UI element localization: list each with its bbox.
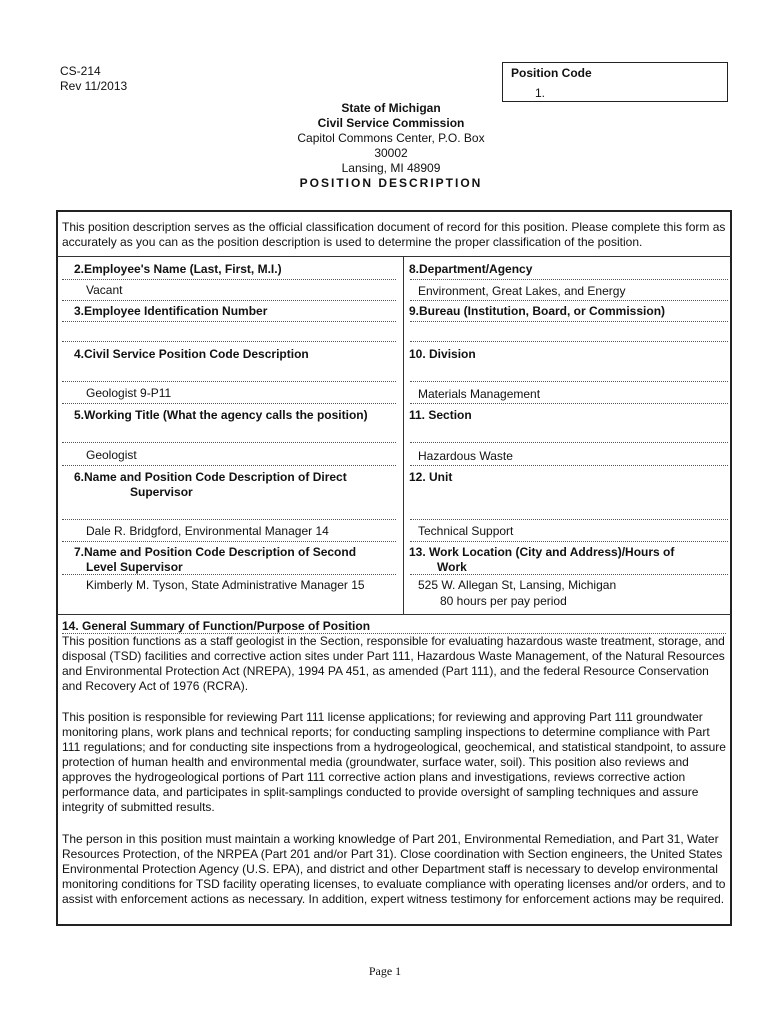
position-code-box [502, 62, 728, 102]
direct-supervisor-value[interactable]: Dale R. Bridgford, Environmental Manager 14 [86, 524, 329, 538]
field-line [62, 541, 396, 542]
direct-supervisor-label-1: 6.Name and Position Code Description of Direct [74, 470, 347, 484]
agency-block [250, 101, 532, 191]
department-value[interactable]: Environment, Great Lakes, and Energy [418, 284, 626, 298]
field-line [410, 442, 728, 443]
unit-label: 12. Unit [409, 470, 453, 484]
field-line [62, 519, 396, 520]
position-code-label: Position Code [511, 66, 592, 80]
divider [57, 256, 731, 257]
summary-heading: 14. General Summary of Function/Purpose of Position [62, 619, 371, 633]
field-line [410, 541, 728, 542]
divider [57, 614, 731, 615]
field-line [62, 403, 396, 404]
working-title-label: 5.Working Title (What the agency calls the position) [74, 408, 368, 422]
section-value[interactable]: Hazardous Waste [418, 449, 513, 463]
field-line [410, 403, 728, 404]
employee-name-label: 2.Employee's Name (Last, First, M.I.) [74, 262, 282, 276]
agency-commission: Civil Service Commission [317, 116, 465, 130]
employee-name-value[interactable]: Vacant [86, 283, 123, 297]
summary-paragraph-3: The person in this position must maintain a working knowledge of Part 201, Environmental Remediation, and Part 31, Water Resources Protection, of the NRPEA (Part 201 and/or Part 31). Close coordination with Section engineers, the United States Environmental Protection Agency (U.S. EPA), and district and other Department staff is necessary to develop environmental monitoring conditions for TSD facility operating licenses, to evaluate compliance with operating licenses and/or orders, and to assist with enforcement actions as necessary. In addition, expert witness testimony for enforcement actions may be required. [62, 832, 726, 906]
field-line [62, 279, 396, 280]
work-location-label-2: Work [437, 560, 467, 574]
agency-address-1: Capitol Commons Center, P.O. Box [297, 131, 485, 145]
unit-value[interactable]: Technical Support [418, 524, 514, 538]
direct-supervisor-label-2: Supervisor [130, 485, 193, 499]
agency-address-3: Lansing, MI 48909 [341, 161, 441, 175]
field-line [62, 465, 396, 466]
form-number: CS-214 [60, 64, 101, 78]
field-line [410, 341, 728, 342]
position-code-description-value[interactable]: Geologist 9-P11 [86, 386, 172, 400]
column-divider [403, 256, 404, 614]
summary-paragraph-1: This position functions as a staff geologist in the Section, responsible for evaluating hazardous waste treatment, storage, and disposal (TSD) facilities and corrective action sites under Part 111, Hazardous Waste Management, of the Natural Resources and Environmental Protection Act (NREPA), 1994 PA 451, as amended (Part 111), and the federal Resource Conservation and Recovery Act of 1976 (RCRA). [62, 634, 725, 693]
employee-id-label: 3.Employee Identification Number [74, 304, 268, 318]
position-code-description-label: 4.Civil Service Position Code Description [74, 347, 309, 361]
position-code-value[interactable]: 1. [535, 86, 546, 100]
section-label: 11. Section [409, 408, 472, 422]
division-label: 10. Division [409, 347, 476, 361]
field-line [62, 381, 396, 382]
working-title-value[interactable]: Geologist [86, 448, 137, 462]
field-line [410, 279, 728, 280]
bureau-label: 9.Bureau (Institution, Board, or Commission) [409, 304, 666, 318]
second-supervisor-value[interactable]: Kimberly M. Tyson, State Administrative Manager 15 [86, 578, 365, 592]
field-line [62, 321, 396, 322]
field-line [410, 321, 728, 322]
work-location-label-1: 13. Work Location (City and Address)/Hours of [409, 545, 675, 559]
summary-paragraph-2: This position is responsible for reviewing Part 111 license applications; for reviewing and approving Part 111 groundwater monitoring plans, work plans and technical reports; for conducting sampling inspections to determine compliance with Part 111 regulations; and for conducting site inspections from a hydrogeological, geochemical, and statistical standpoint, to assure protection of human health and environmental media (groundwater, surface water, soil). This position also reviews and approves the hydrogeological portions of Part 111 corrective action plans and investigations, reviews corrective action performance data, and participates in split-samplings conducted to provide oversight of sampling techniques and assure integrity of submitted results. [62, 710, 726, 814]
page-number: Page 1 [368, 964, 402, 978]
agency-state: State of Michigan [341, 101, 441, 115]
document-title: POSITION DESCRIPTION [299, 176, 483, 190]
work-location-value-1[interactable]: 525 W. Allegan St, Lansing, Michigan [418, 578, 617, 592]
form-id [60, 64, 127, 94]
field-line [410, 300, 728, 301]
intro-text: This position description serves as the official classification document of record for this position. Please complete this form as accurately as you can as the position description is used to determine the proper classification of the position. [62, 220, 726, 249]
field-line [410, 519, 728, 520]
work-location-value-2[interactable]: 80 hours per pay period [440, 594, 567, 608]
agency-address-2: 30002 [374, 146, 408, 160]
field-line [62, 300, 396, 301]
second-supervisor-label-2: Level Supervisor [86, 560, 183, 574]
field-line [410, 465, 728, 466]
second-supervisor-label-1: 7.Name and Position Code Description of Second [74, 545, 357, 559]
department-label: 8.Department/Agency [409, 262, 533, 276]
field-line [410, 381, 728, 382]
form-revision: Rev 11/2013 [60, 79, 128, 93]
field-line [62, 442, 396, 443]
division-value[interactable]: Materials Management [418, 387, 541, 401]
field-line [62, 341, 396, 342]
